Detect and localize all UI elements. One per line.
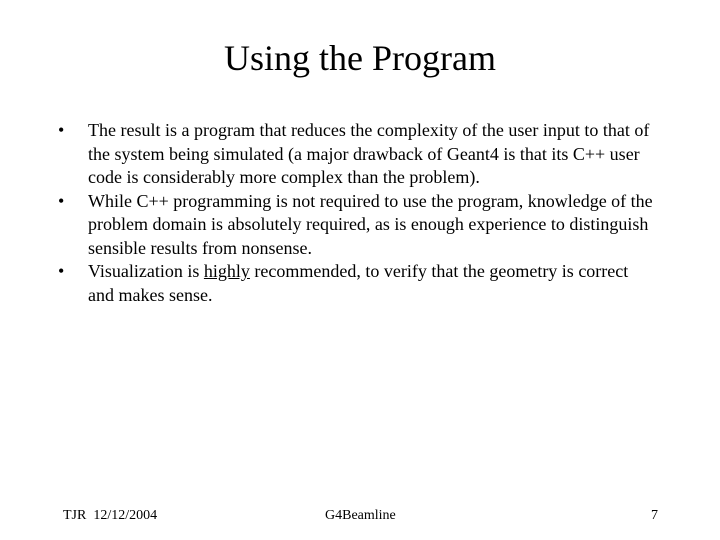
- slide-title: Using the Program: [224, 38, 496, 78]
- bullet-list: [58, 119, 658, 307]
- footer-author-date: TJR 12/12/2004: [63, 508, 158, 523]
- footer-title: G4Beamline: [325, 508, 396, 523]
- bullet-item: [58, 190, 658, 261]
- bullet-marker: •: [58, 261, 65, 281]
- bullet-text-after: recommended, to verify that the geometry is correct and makes sense.: [88, 261, 629, 305]
- bullet-text: [88, 260, 658, 307]
- bullet-marker: •: [58, 120, 65, 140]
- bullet-marker: •: [58, 190, 65, 211]
- bullet-item: [58, 119, 658, 190]
- bullet-item: [58, 260, 658, 307]
- bullet-text: While C++ programming is not required to use the program, knowledge of the problem domain is absolutely required, as is enough experience to distinguish sensible results from nonsense.: [88, 190, 653, 258]
- bullet-text-before: Visualization is: [88, 261, 204, 281]
- emphasis-highly: highly: [203, 261, 250, 281]
- page-number: 7: [651, 508, 658, 523]
- bullet-text: The result is a program that reduces the complexity of the user input to that of the system being simulated (a major drawback of Geant4 is that its C++ user code is considerably more complex than the problem).: [88, 120, 650, 187]
